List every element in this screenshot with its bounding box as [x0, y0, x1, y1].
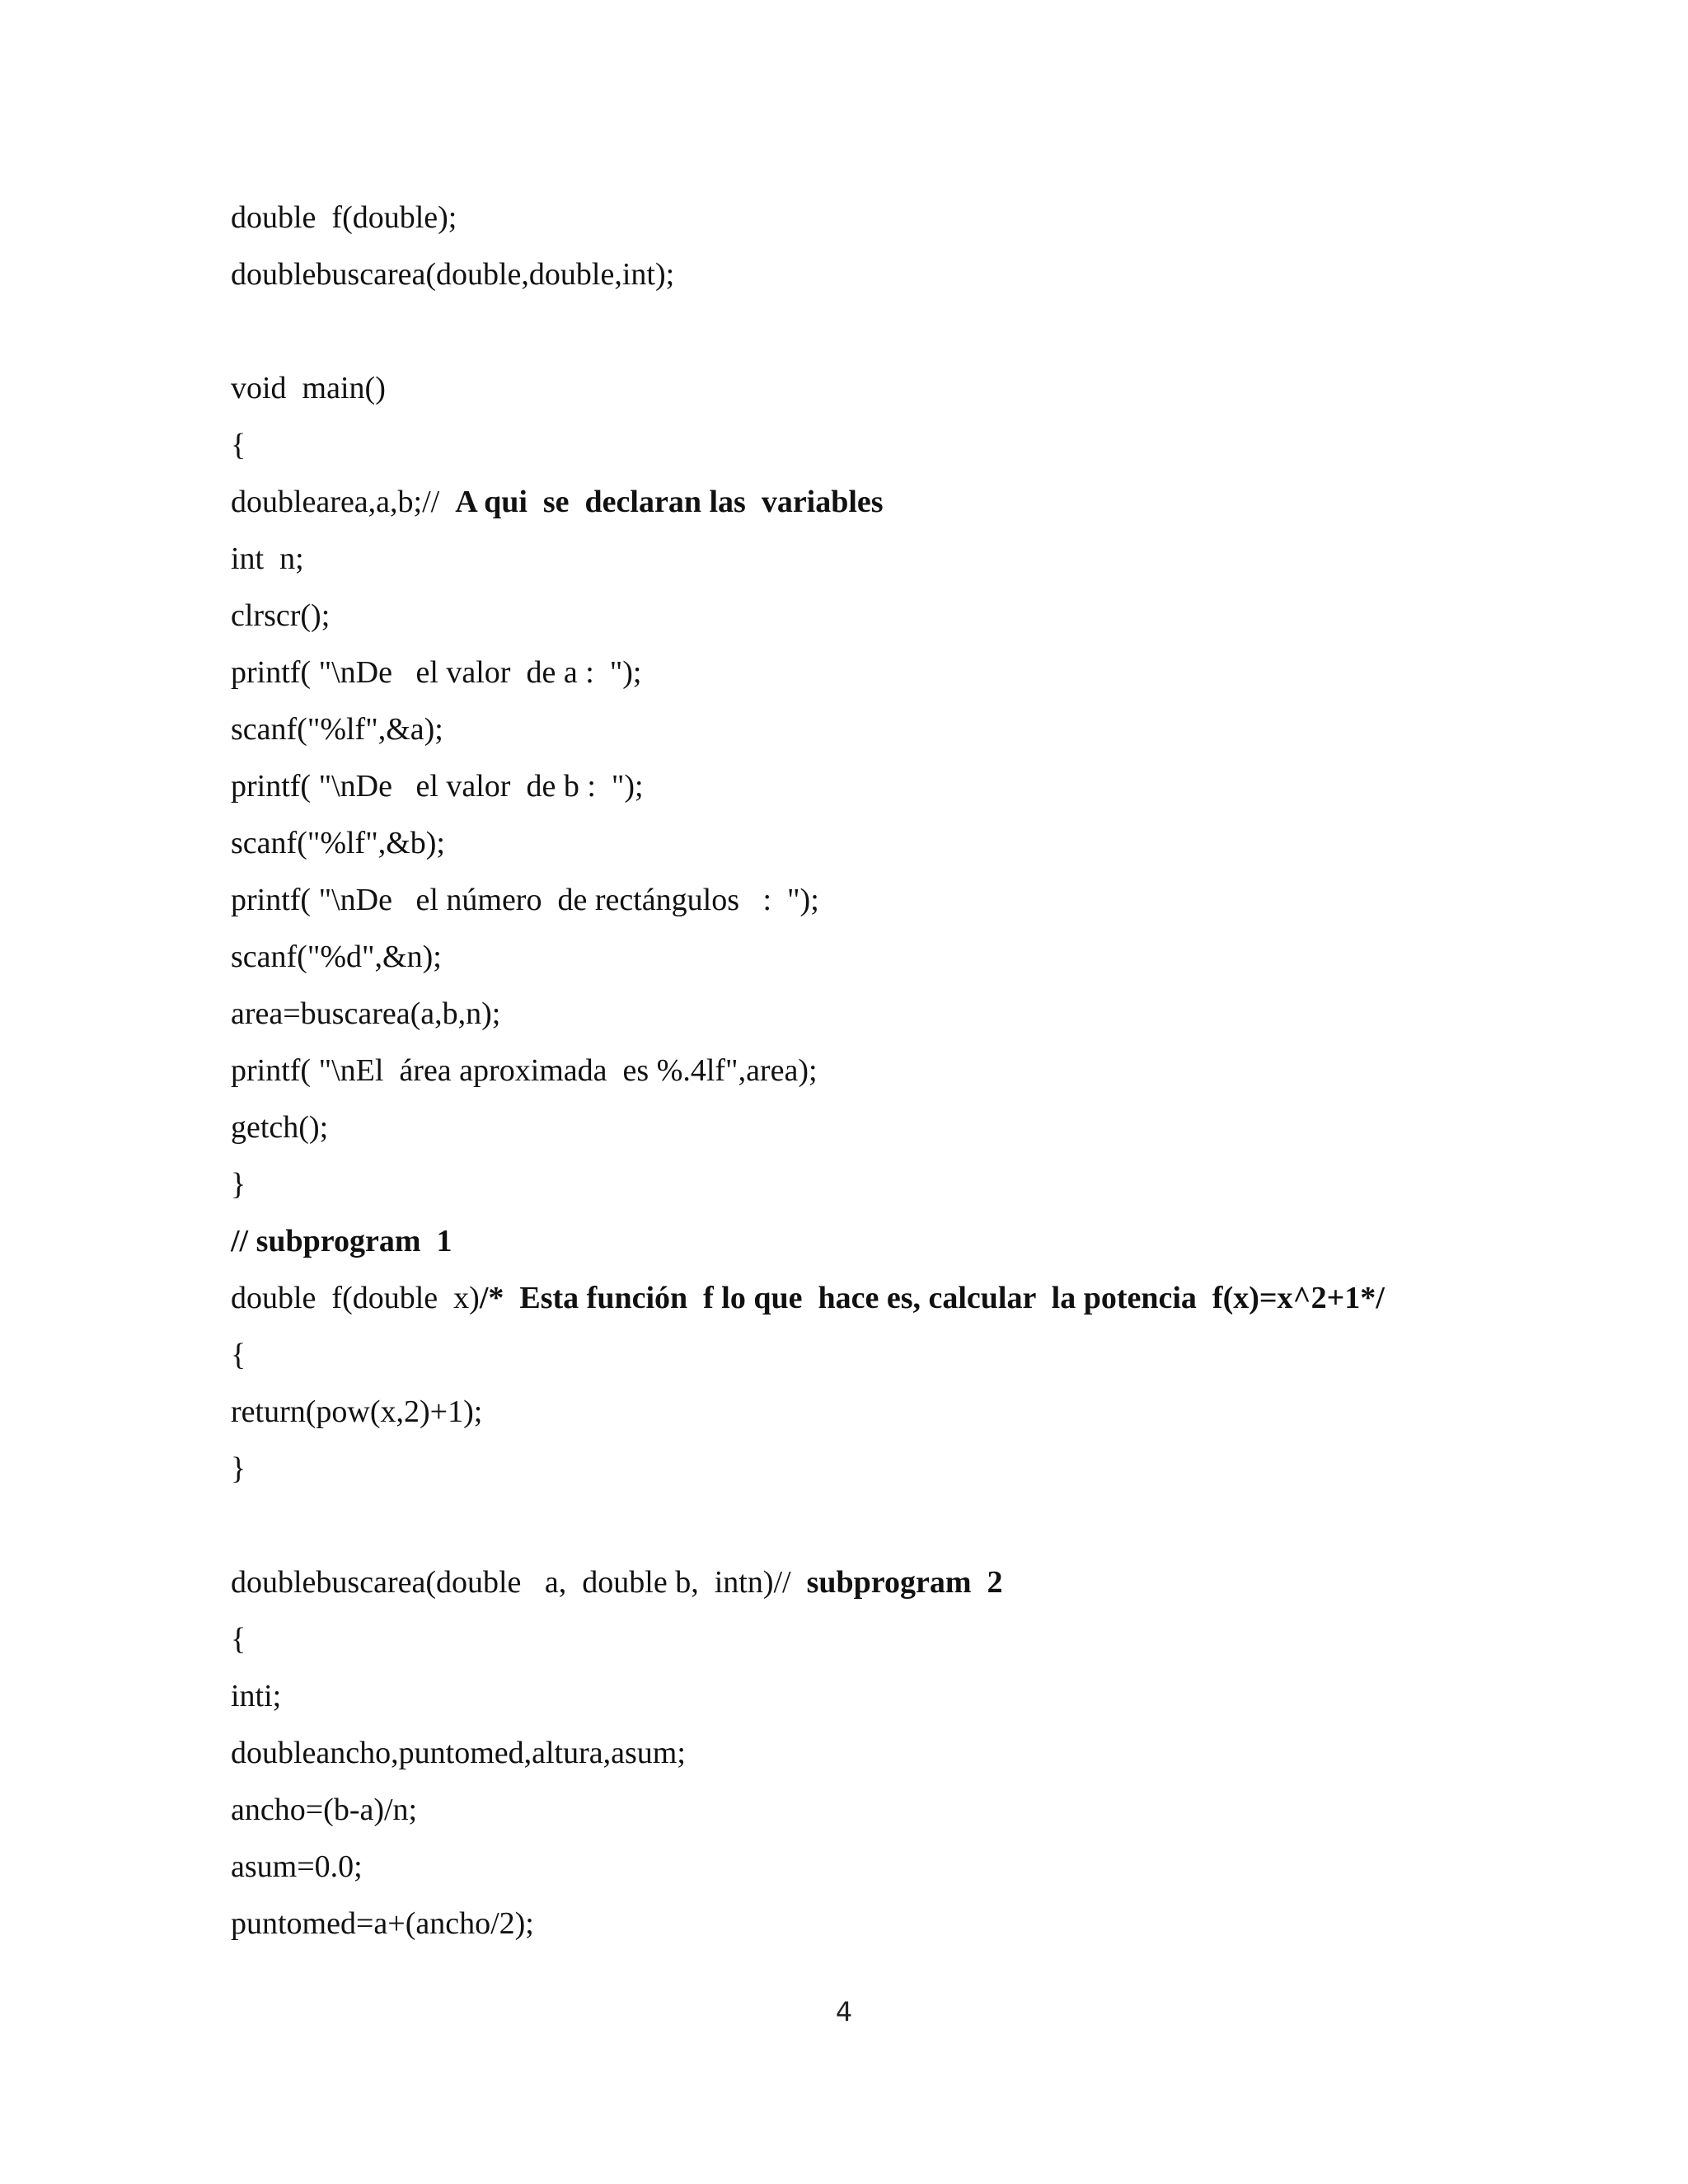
code-line: [231, 929, 1517, 986]
code-text: area=buscarea(a,b,n);: [231, 996, 501, 1031]
code-text: printf( "\nEl área aproximada es %.4lf",area);: [231, 1053, 818, 1088]
code-listing: [231, 190, 1517, 1952]
code-line: [231, 1725, 1517, 1782]
code-comment: subprogram 2: [806, 1565, 1003, 1600]
code-line: [231, 1156, 1517, 1213]
code-line: [231, 872, 1517, 929]
code-line: [231, 474, 1517, 531]
code-line: [231, 1043, 1517, 1099]
code-text: asum=0.0;: [231, 1849, 363, 1884]
code-text: {: [231, 1622, 246, 1657]
code-line: [231, 246, 1517, 303]
code-line: [231, 360, 1517, 417]
code-line: [231, 531, 1517, 588]
code-text: getch();: [231, 1110, 329, 1145]
code-text: }: [231, 1167, 246, 1202]
blank-line: [231, 1497, 1517, 1554]
code-text: doublebuscarea(double a, double b, intn)//: [231, 1565, 807, 1600]
code-text: printf( "\nDe el número de rectángulos : ");: [231, 883, 819, 917]
code-line: [231, 1668, 1517, 1725]
code-line: [231, 758, 1517, 815]
code-text: puntomed=a+(ancho/2);: [231, 1906, 534, 1941]
code-text: doublearea,a,b;//: [231, 485, 456, 519]
code-text: scanf("%d",&n);: [231, 940, 442, 974]
code-line: [231, 1327, 1517, 1384]
code-line: [231, 986, 1517, 1043]
code-text: {: [231, 1338, 246, 1372]
code-text: scanf("%lf",&a);: [231, 712, 443, 747]
code-line: [231, 1782, 1517, 1839]
code-text: clrscr();: [231, 598, 331, 633]
code-line: [231, 815, 1517, 872]
code-text: doubleancho,puntomed,altura,asum;: [231, 1736, 686, 1770]
code-text: printf( "\nDe el valor de a : ");: [231, 655, 642, 690]
code-comment: /* Esta función f lo que hace es, calcular la potencia f(x)=x^2+1*/: [479, 1281, 1385, 1315]
code-comment: // subprogram 1: [231, 1224, 452, 1258]
code-text: scanf("%lf",&b);: [231, 826, 445, 860]
code-text: doublebuscarea(double,double,int);: [231, 257, 675, 292]
code-text: }: [231, 1451, 246, 1486]
code-line: [231, 588, 1517, 644]
code-line: [231, 644, 1517, 701]
code-line: [231, 1099, 1517, 1156]
code-text: double f(double x): [231, 1281, 480, 1315]
code-text: printf( "\nDe el valor de b : ");: [231, 769, 644, 804]
code-line: [231, 190, 1517, 246]
code-line: [231, 1839, 1517, 1896]
code-text: return(pow(x,2)+1);: [231, 1394, 483, 1429]
code-line: [231, 417, 1517, 474]
code-comment: A qui se declaran las variables: [455, 485, 884, 519]
code-text: void main(): [231, 371, 386, 405]
code-line: [231, 1213, 1517, 1270]
code-line: [231, 1611, 1517, 1668]
blank-line: [231, 303, 1517, 360]
code-line: [231, 701, 1517, 758]
code-line: [231, 1270, 1517, 1327]
code-line: [231, 1896, 1517, 1952]
code-text: double f(double);: [231, 200, 457, 235]
code-text: int n;: [231, 541, 304, 576]
page-number: 4: [835, 1996, 853, 2027]
code-text: inti;: [231, 1679, 282, 1713]
code-text: {: [231, 428, 246, 462]
code-line: [231, 1554, 1517, 1611]
code-text: ancho=(b-a)/n;: [231, 1793, 418, 1827]
code-line: [231, 1441, 1517, 1497]
code-line: [231, 1384, 1517, 1441]
